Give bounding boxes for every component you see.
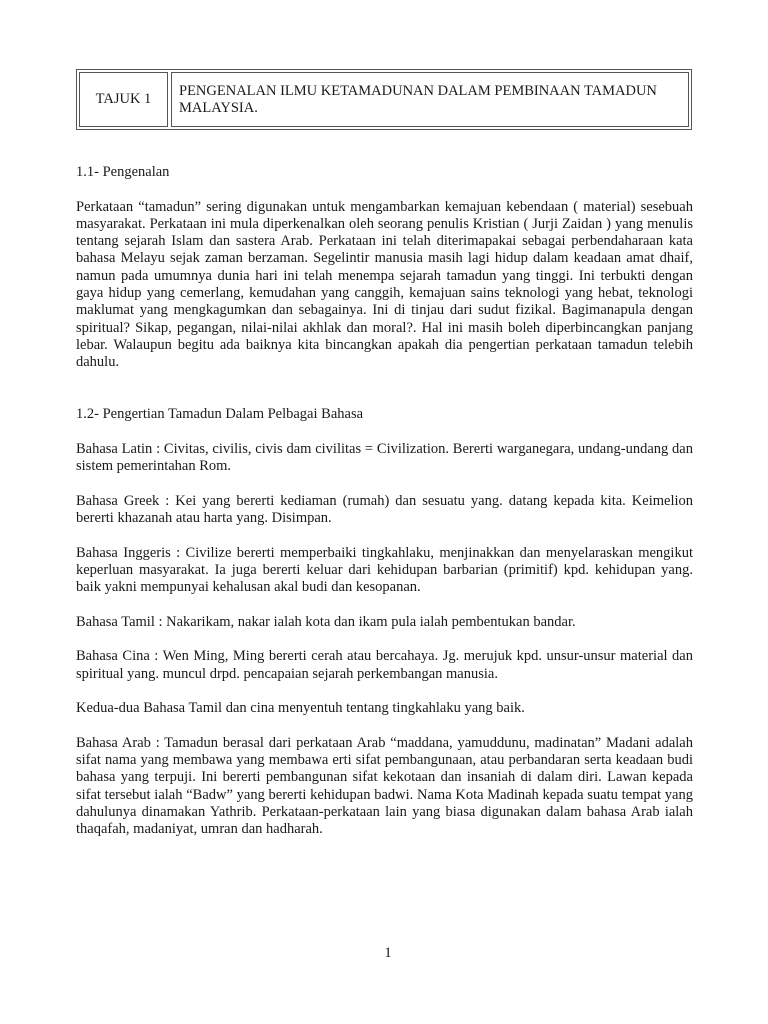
paragraph-bahasa-tamil: Bahasa Tamil : Nakarikam, nakar ialah kota dan ikam pula ialah pembentukan bandar. [76,613,576,630]
paragraph-bahasa-arab: Bahasa Arab : Tamadun berasal dari perkataan Arab “maddana, yamuddunu, madinatan” Madani adalah sifat nama yang membawa yang membawa erti sifat pembangunaan, atau perbandaran serta keadaan budi bahasa yang terpuji. Ini bererti pembangunan sifat kekotaan dan insaniah di dalam diri. Lawan kepada sifat tersebut ialah “Badw” yang bererti kehidupan badwi. Nama Kota Madinah kepada suatu tempat yang dahulunya dinamakan Yathrib. Perkataan-perkataan lain yang biasa digunakan dalam bahasa Arab ialah thaqafah, madaniyat, umran dan hadharah. [76,734,693,838]
paragraph-bahasa-latin: Bahasa Latin : Civitas, civilis, civis dam civilitas = Civilization. Bererti warganegara, undang-undang dan sistem pemerintahan Rom. [76,440,693,475]
topic-label: TAJUK 1 [79,72,168,127]
document-body [76,164,693,856]
paragraph-kedua-dua: Kedua-dua Bahasa Tamil dan cina menyentuh tentang tingkahlaku yang baik. [76,700,525,717]
paragraph-bahasa-greek: Bahasa Greek : Kei yang bererti kediaman (rumah) dan sesuatu yang. datang kepada kita. Keimelion bererti khazanah atau harta yang. Disimpan. [76,492,693,526]
topic-header-row [79,72,689,127]
topic-header-table [76,69,692,130]
paragraph-bahasa-inggeris: Bahasa Inggeris : Civilize bererti memperbaiki tingkahlaku, menjinakkan dan menyelaraskan mengikut keperluan masyarakat. Ia juga bererti keluar dari kehidupan barbarian (primitif) kpd. kehidupan yang. baik yakni mempunyai kehalusan akal budi dan kesopanan. [76,544,693,596]
paragraph-pengenalan: Perkataan “tamadun” sering digunakan untuk mengambarkan kemajuan kebendaan ( material) sesebuah masyarakat. Perkataan ini mula diperkenalkan oleh seorang penulis Kristian ( Jurji Zaidan ) yang menulis tentang sejarah Islam dan sastera Arab. Perkataan ini telah diterimapakai sebagai perbendaharaan kata bahasa Melayu sejak zaman berzaman. Segelintir manusia masih lagi hidup dalam keadaan amat dhaif, namun pada umumnya dunia hari ini telah menempa sejarah tamadun yang tinggi. Ini terbukti dengan gaya hidup yang cemerlang, kemudahan yang canggih, kemajuan sains teknologi yang hebat, teknologi maklumat yang mengkagumkan dan sebagainya. Ini di tinjau dari sudut fizikal. Bagimanapula dengan spiritual? Sikap, pegangan, nilai-nilai akhlak dan moral?. Hal ini masih boleh diperbincangkan panjang lebar. Walaupun begitu ada baiknya kita bincangkan apakah dia pengertian perkataan tamadun telebih dahulu. [76,198,693,371]
spacer [76,389,693,406]
section-heading-pengertian: 1.2- Pengertian Tamadun Dalam Pelbagai Bahasa [76,406,364,423]
section-heading-pengenalan: 1.1- Pengenalan [76,164,170,180]
page-number: 1 [384,945,392,961]
topic-title: PENGENALAN ILMU KETAMADUNAN DALAM PEMBINAAN TAMADUN MALAYSIA. [171,72,689,127]
paragraph-bahasa-cina: Bahasa Cina : Wen Ming, Ming bererti cerah atau bercahaya. Jg. merujuk kpd. unsur-unsur material dan spiritual yang. muncul drpd. pencapaian sejarah perkembangan manusia. [76,648,693,682]
